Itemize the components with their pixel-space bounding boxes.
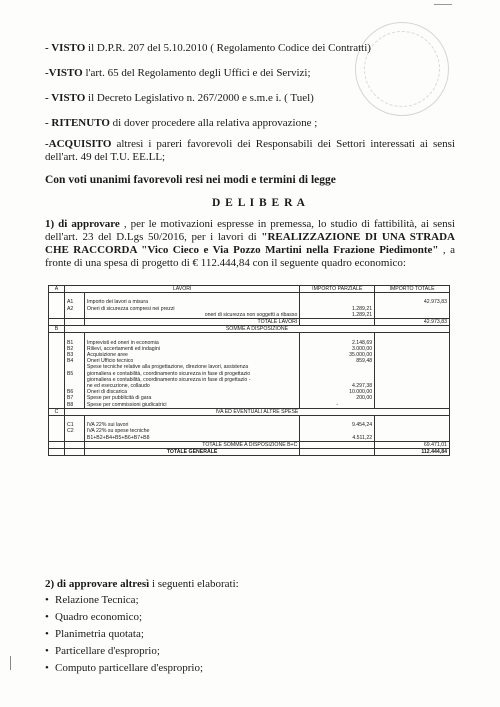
table-cell bbox=[64, 449, 84, 456]
table-cell: C2 bbox=[64, 428, 84, 434]
table-cell: 35.000,00 bbox=[300, 352, 375, 358]
table-cell: B2 bbox=[64, 346, 84, 352]
table-cell: 10.000,00 bbox=[300, 389, 375, 395]
table-cell bbox=[375, 402, 450, 409]
table-cell bbox=[49, 416, 65, 423]
table-cell: Oneri di discarica bbox=[84, 389, 299, 395]
table-cell: B3 bbox=[64, 352, 84, 358]
table-row bbox=[49, 312, 450, 319]
table-cell: Acquisizione aree bbox=[84, 352, 299, 358]
table-cell bbox=[375, 416, 450, 423]
list-item: • Quadro economico; bbox=[45, 610, 203, 624]
table-cell: 4.297,38 bbox=[300, 383, 375, 389]
table-cell bbox=[84, 293, 299, 300]
table-cell: Oneri Ufficio tecnico bbox=[84, 358, 299, 364]
table-cell: TOTALE SOMME A DISPOSIZIONE B+C bbox=[84, 441, 299, 448]
table-cell: IMPORTO PARZIALE bbox=[300, 286, 375, 293]
table-cell: B1 bbox=[64, 340, 84, 346]
table-cell: ne ed esecuzione, collaudo bbox=[84, 383, 299, 389]
table-cell: B5 bbox=[64, 371, 84, 377]
table-cell bbox=[84, 333, 299, 340]
quadro-economico-table bbox=[48, 285, 450, 456]
table-cell bbox=[375, 435, 450, 442]
table-row bbox=[49, 435, 450, 442]
table-cell: B4 bbox=[64, 358, 84, 364]
table-cell: Imprevisti ed oneri in economia bbox=[84, 340, 299, 346]
table-cell bbox=[300, 319, 375, 326]
table-cell bbox=[49, 435, 65, 442]
point-2: 2) di approvare altresì i seguenti elaborati: bbox=[45, 578, 239, 590]
table-cell: B bbox=[49, 326, 65, 333]
table-cell: SOMME A DISPOSIZIONE bbox=[64, 326, 449, 333]
table-cell bbox=[375, 312, 450, 319]
table-cell: Spese tecniche relative alla progettazione, direzione lavori, assistenza bbox=[84, 364, 299, 370]
table-cell: 42.973,83 bbox=[375, 319, 450, 326]
table-row bbox=[49, 333, 450, 340]
table-cell: B1+B2+B4+B5+B6+B7+B8 bbox=[84, 435, 299, 442]
table-cell: IVA ED EVENTUALI ALTRE SPESE bbox=[64, 408, 449, 415]
table-cell bbox=[300, 449, 375, 456]
table-cell bbox=[300, 293, 375, 300]
voti-line: Con voti unanimi favorevoli resi nei modi e termini di legge bbox=[45, 174, 336, 186]
point-1: 1) di approvare , per le motivazioni espresse in premessa, lo studio di fattibilità, ai sensi dell'art. 23 del D.Lgs 50/2016, per i lavori di "REALIZZAZIONE DI UNA STRADA CHE RACCORDA "Vico Cieco e Via Pozzo Martini nella Frazione Piedimonte" , a fronte di una spesa di progetto di € 112.444,84 con il seguente quadro economico: bbox=[45, 218, 455, 269]
table-cell: oneri di sicurezza non soggetti a ribasso bbox=[84, 312, 299, 319]
table-cell: 112.444,84 bbox=[375, 449, 450, 456]
preamble-visto-regolamento: -VISTO l'art. 65 del Regolamento degli Uffici e dei Servizi; bbox=[45, 67, 311, 79]
list-item: • Relazione Tecnica; bbox=[45, 593, 203, 607]
table-total-row bbox=[49, 449, 450, 456]
margin-mark bbox=[10, 656, 11, 670]
elaborati-list bbox=[45, 583, 203, 675]
table-cell: Importo dei lavori a misura bbox=[84, 299, 299, 305]
table-cell bbox=[84, 416, 299, 423]
table-cell bbox=[300, 416, 375, 423]
official-stamp bbox=[355, 22, 449, 116]
table-cell bbox=[49, 449, 65, 456]
table-cell bbox=[49, 402, 65, 409]
table-cell bbox=[375, 333, 450, 340]
table-row bbox=[49, 319, 450, 326]
table-cell: Spese per commissioni giudicatrici bbox=[84, 402, 299, 409]
table-cell: A1 bbox=[64, 299, 84, 305]
table-cell bbox=[375, 293, 450, 300]
table-cell bbox=[64, 416, 84, 423]
table-cell: B7 bbox=[64, 395, 84, 401]
table-cell: TOTALE LAVORI bbox=[84, 319, 299, 326]
preamble-visto-decreto: - VISTO il Decreto Legislativo n. 267/2000 e s.m.e i. ( Tuel) bbox=[45, 92, 314, 104]
table-cell bbox=[49, 441, 65, 448]
table-cell: 4.511,22 bbox=[300, 435, 375, 442]
delibera-heading: D E L I B E R A bbox=[212, 197, 306, 209]
table-cell bbox=[49, 333, 65, 340]
table-cell: LAVORI bbox=[64, 286, 299, 293]
table-cell: 1.289,21 bbox=[300, 306, 375, 312]
table-cell: 69.471,01 bbox=[375, 441, 450, 448]
table-cell: 200,00 bbox=[300, 395, 375, 401]
table-row bbox=[49, 441, 450, 448]
table-section-row bbox=[49, 326, 450, 333]
table-cell bbox=[49, 293, 65, 300]
table-cell: C1 bbox=[64, 422, 84, 428]
corner-mark bbox=[434, 4, 452, 5]
table-cell: 3.000,00 bbox=[300, 346, 375, 352]
table-cell bbox=[64, 333, 84, 340]
table-cell bbox=[300, 333, 375, 340]
table-cell: giornaliera e contabilità, coordinamento sicurezza in fase di progettazio bbox=[84, 371, 299, 377]
table-cell: Rilievi, accertamenti ed indagini bbox=[84, 346, 299, 352]
table-section-row bbox=[49, 408, 450, 415]
table-cell: 2.148,69 bbox=[300, 340, 375, 346]
table-cell: Spese per pubblicità di gara bbox=[84, 395, 299, 401]
preamble-acquisito: -ACQUISITO altresì i pareri favorevoli dei Responsabili dei Settori interessati ai sensi dell'art. 49 del T.U. EE.LL; bbox=[45, 138, 455, 163]
table-cell: C bbox=[49, 408, 65, 415]
table-cell: - bbox=[300, 402, 375, 409]
list-item: • Planimetria quotata; bbox=[45, 627, 203, 641]
table-row bbox=[49, 293, 450, 300]
table-cell: B6 bbox=[64, 389, 84, 395]
table-cell bbox=[64, 293, 84, 300]
table-header-row bbox=[49, 286, 450, 293]
preamble-ritenuto: - RITENUTO di dover procedere alla relativa approvazione ; bbox=[45, 117, 318, 129]
table-cell bbox=[300, 441, 375, 448]
table-cell: IMPORTO TOTALE bbox=[375, 286, 450, 293]
table-cell: B8 bbox=[64, 402, 84, 409]
table-cell: 9.454,24 bbox=[300, 422, 375, 428]
table-cell: TOTALE GENERALE bbox=[84, 449, 299, 456]
table-cell bbox=[64, 312, 84, 319]
table-cell bbox=[64, 319, 84, 326]
table-cell: A2 bbox=[64, 306, 84, 312]
table-row bbox=[49, 416, 450, 423]
table-cell: 1.289,21 bbox=[300, 312, 375, 319]
table-cell bbox=[49, 319, 65, 326]
table-cell bbox=[64, 441, 84, 448]
table-cell: Oneri di sicurezza compresi nei prezzi bbox=[84, 306, 299, 312]
list-item: • Computo particellare d'esproprio; bbox=[45, 661, 203, 675]
table-cell: giornaliera e contabilità, coordinamento sicurezza in fase di prgettazio - bbox=[84, 377, 299, 383]
list-item: • Particellare d'esproprio; bbox=[45, 644, 203, 658]
table-cell: IVA 22% su spese tecniche bbox=[84, 428, 299, 434]
table-cell: 42.973,83 bbox=[375, 299, 450, 305]
table-cell: IVA 22% sui lavori bbox=[84, 422, 299, 428]
table-cell bbox=[64, 435, 84, 442]
table-row bbox=[49, 402, 450, 409]
table-cell bbox=[49, 312, 65, 319]
preamble-visto-dpr: - VISTO il D.P.R. 207 del 5.10.2010 ( Regolamento Codice dei Contratti) bbox=[45, 42, 371, 54]
table-cell: 859,48 bbox=[300, 358, 375, 364]
table-cell: A bbox=[49, 286, 65, 293]
